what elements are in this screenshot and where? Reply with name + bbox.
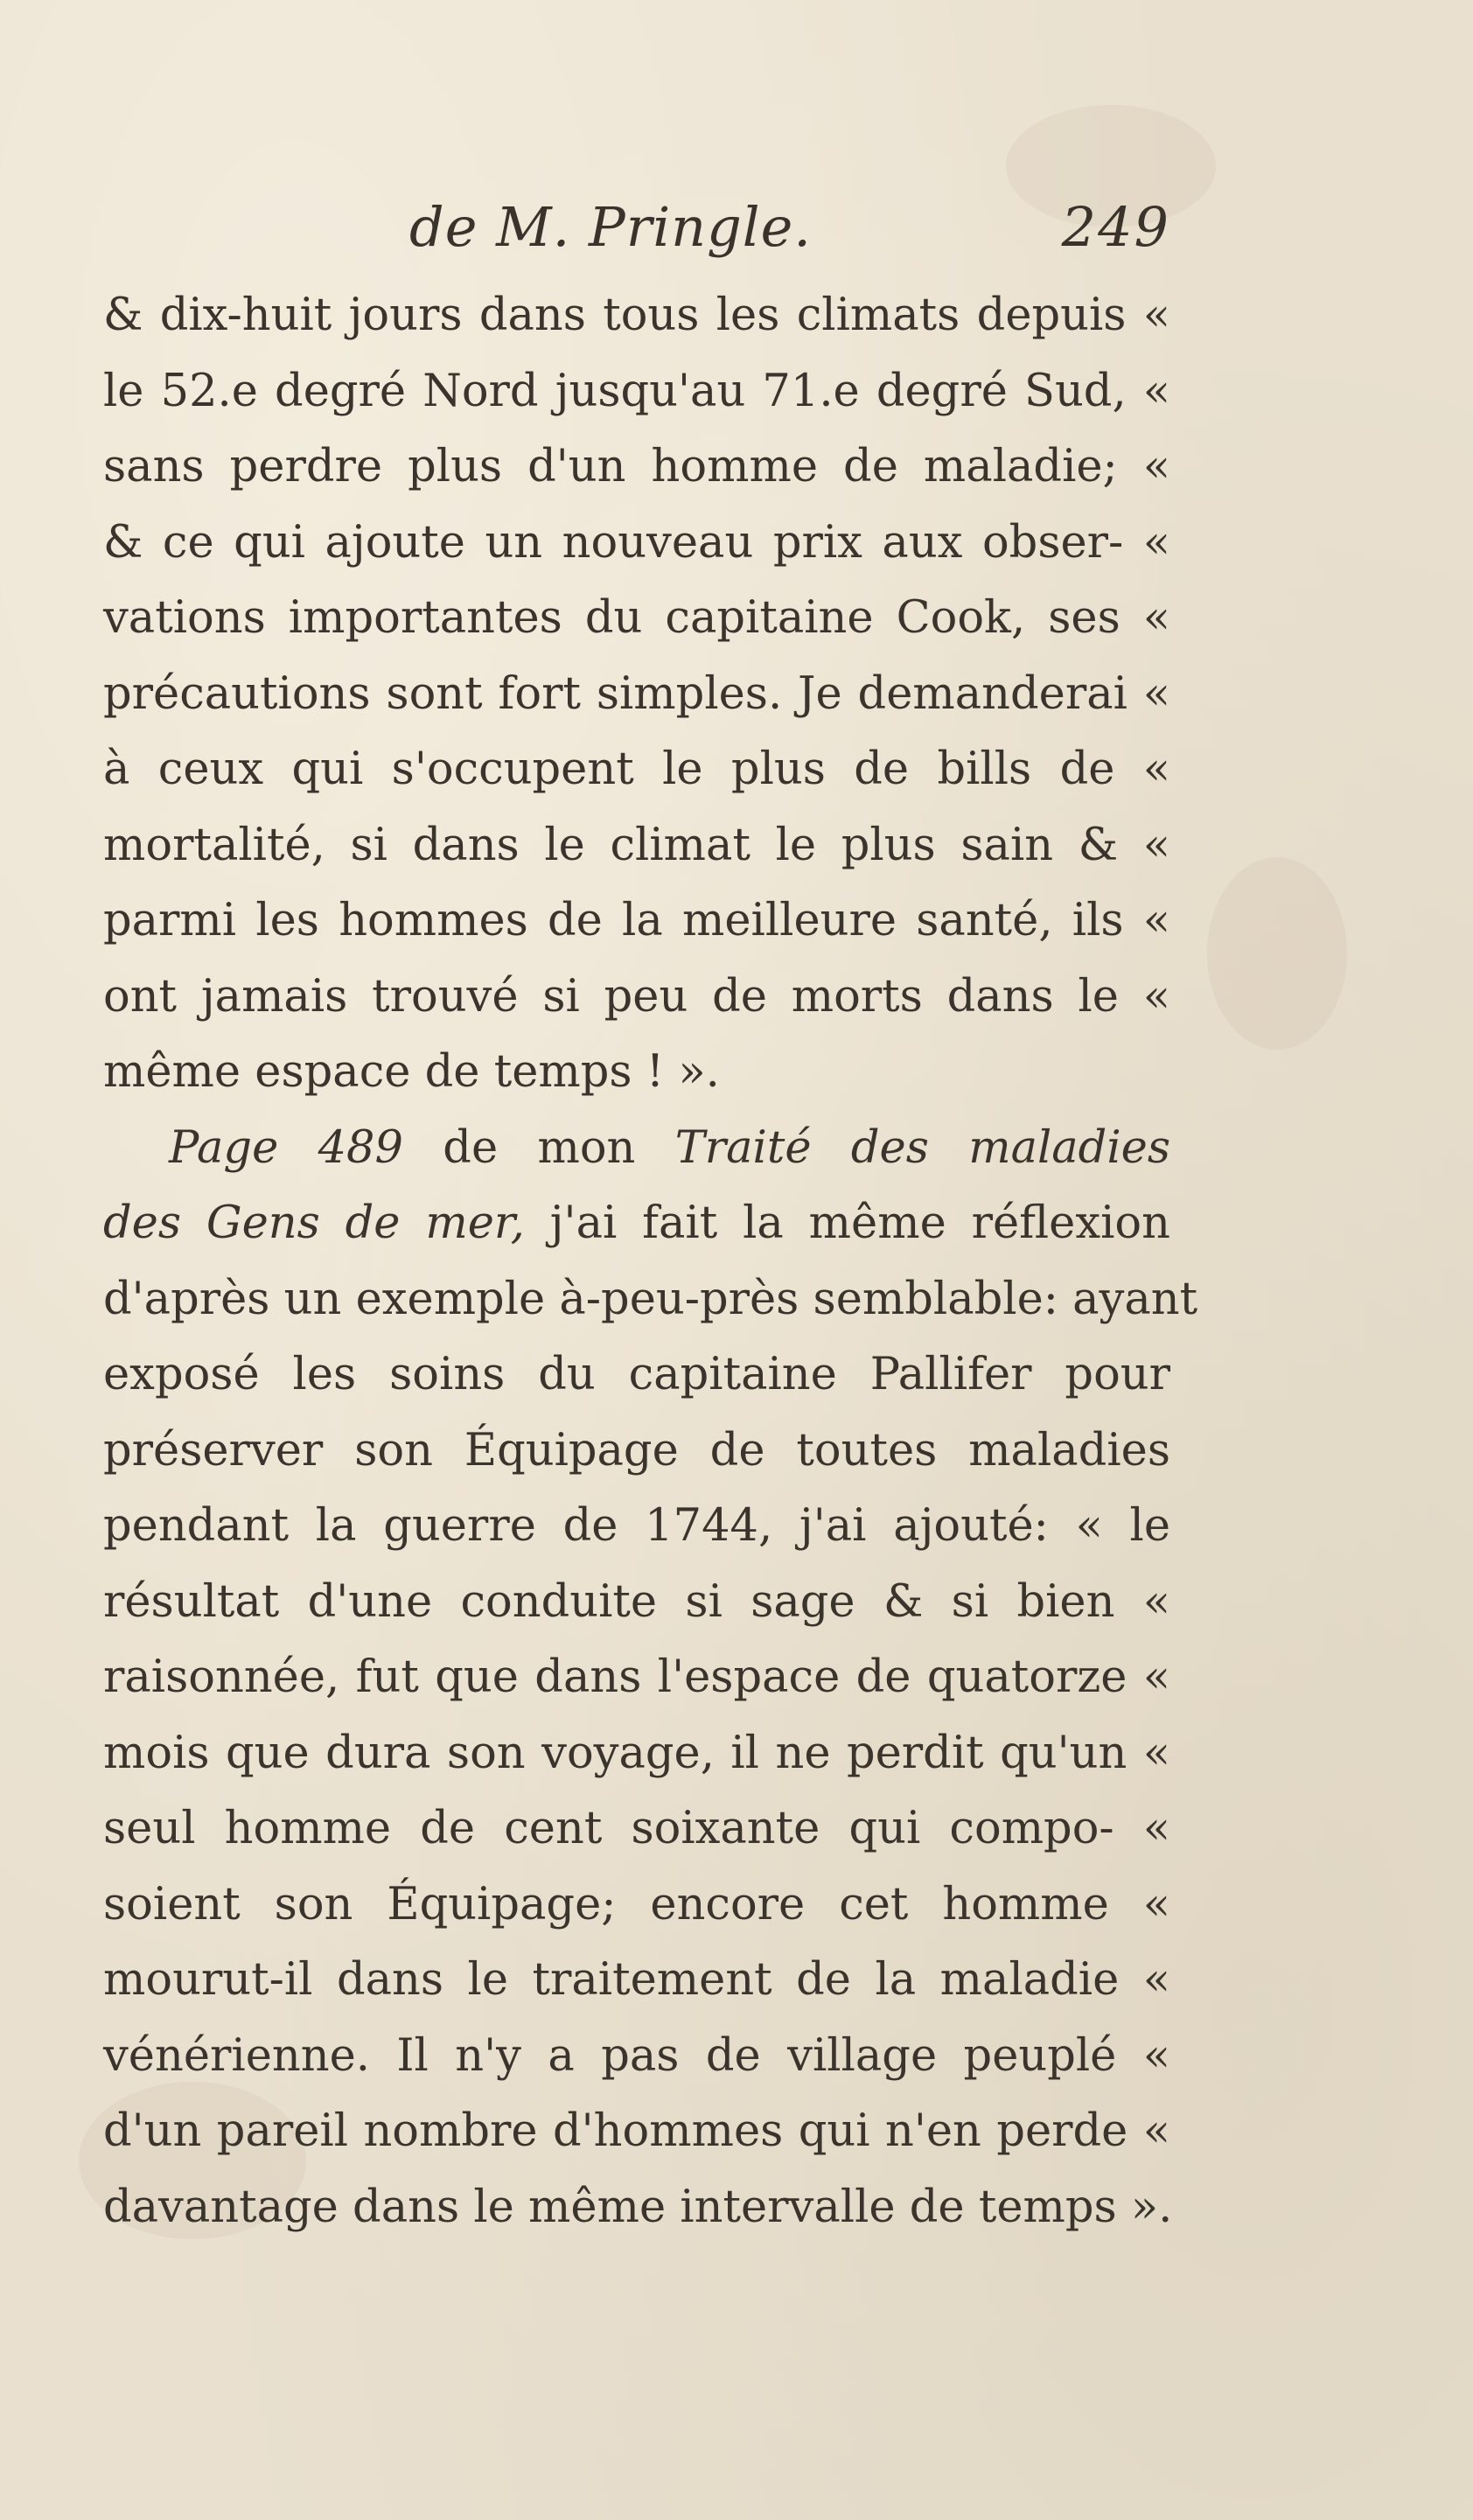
text-line: d'un pareil nombre d'hommes qui n'en perde « (103, 2105, 1170, 2157)
text-line: & dix-huit jours dans tous les climats depuis « (103, 290, 1170, 341)
text-line: le 52.e degré Nord jusqu'au 71.e degré Sud, « (103, 365, 1170, 417)
text-line: d'après un exemple à-peu-près semblable: ayant (103, 1273, 1198, 1325)
page-reference: Page 489 (169, 1121, 403, 1174)
text-line: à ceux qui s'occupent le plus de bills de « (103, 743, 1170, 795)
text-line: résultat d'une conduite si sage & si bien « (103, 1575, 1170, 1628)
text-line: & ce qui ajoute un nouveau prix aux obser- « (103, 516, 1170, 569)
text-line: vations importantes du capitaine Cook, ses « (103, 592, 1170, 644)
text-line: pendant la guerre de 1744, j'ai ajouté: « le (103, 1500, 1170, 1552)
paragraph-1 (103, 278, 1170, 1111)
connector-text: de mon (443, 1121, 636, 1174)
running-title: de M. Pringle. (409, 195, 813, 259)
text-line: mortalité, si dans le climat le plus sain & « (103, 819, 1170, 871)
page-number: 249 (1061, 195, 1170, 259)
text-line: raisonnée, fut que dans l'espace de quatorze « (103, 1651, 1170, 1703)
text-line: ont jamais trouvé si peu de morts dans le « (103, 970, 1170, 1023)
paper-stain (1207, 857, 1347, 1050)
text-line (103, 1186, 1170, 1262)
paragraph-2 (103, 1111, 1198, 2246)
text-line: davantage dans le même intervalle de temps ». (103, 2181, 1173, 2233)
running-head (103, 179, 1170, 276)
work-title: Traité des maladies (674, 1121, 1170, 1174)
text-line: mourut-il dans le traitement de la maladie « (103, 1954, 1170, 2006)
text-line (103, 1111, 1170, 1187)
text-line: soient son Équipage; encore cet homme « (103, 1878, 1170, 1930)
text-line: vénérienne. Il n'y a pas de village peuplé « (103, 2029, 1170, 2082)
text-line: mois que dura son voyage, il ne perdit qu'un « (103, 1727, 1170, 1779)
text-segment: j'ai fait la même réflexion (549, 1197, 1170, 1249)
text-line: sans perdre plus d'un homme de maladie; « (103, 441, 1170, 492)
text-line: parmi les hommes de la meilleure santé, ils « (103, 895, 1170, 946)
text-line: préserver son Équipage de toutes maladies (103, 1424, 1170, 1476)
text-line: même espace de temps ! ». (103, 1046, 720, 1098)
work-title-continued: des Gens de mer, (103, 1197, 525, 1249)
text-line: précautions sont fort simples. Je demanderai « (103, 667, 1170, 720)
text-line: seul homme de cent soixante qui compo- « (103, 1803, 1170, 1854)
body-text (103, 278, 1198, 2245)
text-line: exposé les soins du capitaine Pallifer pour (103, 1349, 1170, 1400)
